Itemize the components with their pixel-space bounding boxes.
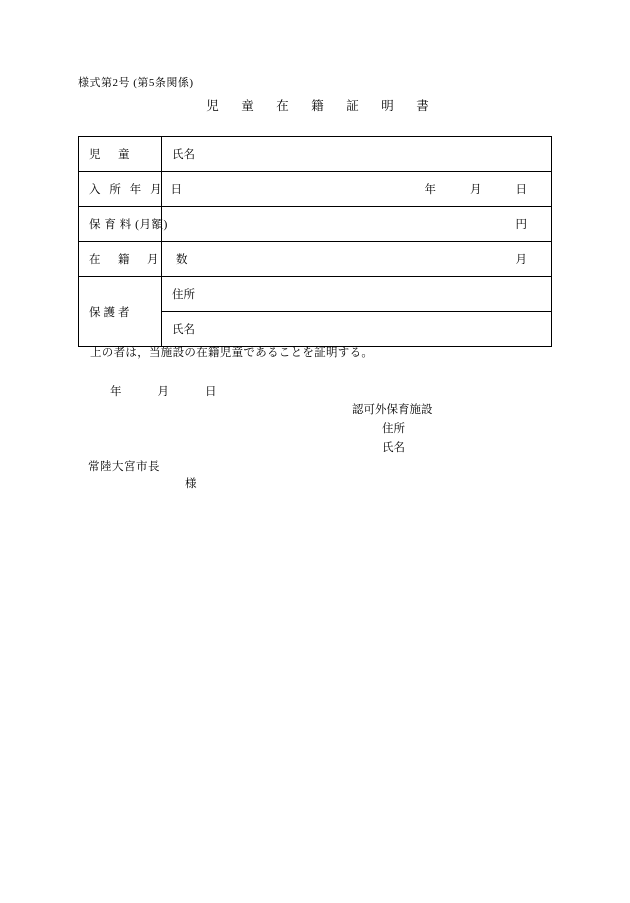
admission-year-label: 年 (424, 184, 436, 196)
addressee-honorific: 様 (185, 478, 197, 490)
addressee-mayor: 常陸大宮市長 (88, 461, 160, 473)
admission-day-label: 日 (515, 184, 527, 196)
row-value-child-name[interactable]: 氏名 (162, 137, 552, 172)
row-label-fee: 保 育 料 (月額) (79, 207, 162, 242)
table-row-months (79, 242, 552, 277)
fee-unit-label: 円 (515, 219, 527, 231)
row-label-admission-date: 入 所 年 月 日 (79, 172, 162, 207)
row-label-guardian: 保護者 (79, 277, 162, 347)
admission-month-label: 月 (470, 184, 482, 196)
document-title: 児 童 在 籍 証 明 書 (206, 99, 434, 113)
table-row-fee (79, 207, 552, 242)
table-row-child-name (79, 137, 552, 172)
issue-date-line[interactable] (110, 383, 217, 399)
row-value-guardian-address[interactable]: 住所 (162, 277, 552, 312)
issue-month-label: 月 (157, 386, 169, 398)
row-label-months: 在 籍 月 数 (79, 242, 162, 277)
certificate-table (78, 136, 552, 347)
row-value-guardian-name[interactable]: 氏名 (162, 312, 552, 347)
facility-block (352, 401, 433, 458)
facility-type-label: 認可外保育施設 (352, 404, 433, 416)
months-unit-label: 月 (515, 254, 527, 266)
certification-statement: 上の者は，当施設の在籍児童であることを証明する。 (90, 347, 374, 359)
issue-year-label: 年 (110, 386, 122, 398)
table-row-admission-date (79, 172, 552, 207)
facility-name-label[interactable]: 氏名 (382, 442, 405, 454)
row-label-child: 児 童 (79, 137, 162, 172)
row-value-admission-date[interactable] (162, 172, 552, 207)
table-row-guardian-address (79, 277, 552, 312)
admission-date-fields (172, 181, 541, 197)
form-number: 様式第2号 (第5条関係) (78, 77, 194, 89)
issue-day-label: 日 (205, 386, 217, 398)
row-value-months[interactable] (162, 242, 552, 277)
facility-address-label[interactable]: 住所 (382, 423, 405, 435)
row-value-fee[interactable] (162, 207, 552, 242)
